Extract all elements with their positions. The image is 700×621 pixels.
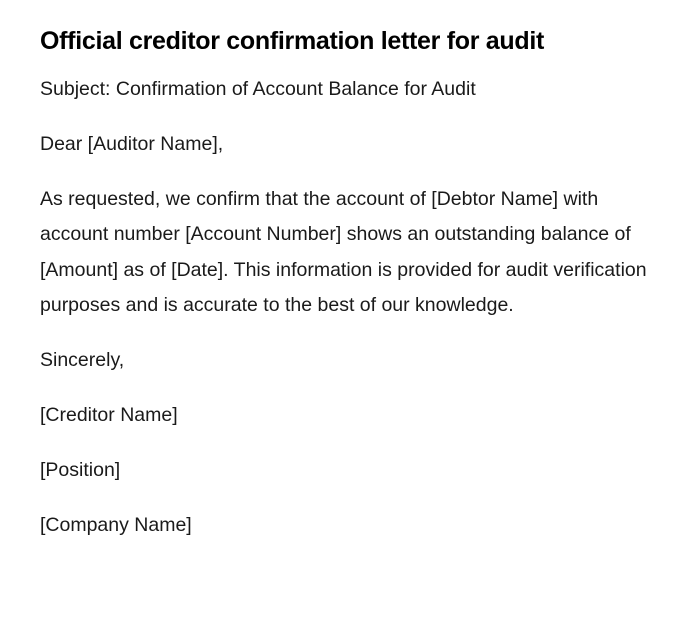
signature-company: [Company Name] xyxy=(40,513,192,536)
letter-document xyxy=(40,24,650,563)
signature-position: [Position] xyxy=(40,458,121,481)
closing: Sincerely, xyxy=(40,348,125,371)
letter-body: As requested, we confirm that the account of [Debtor Name] with account number [Account Number] shows an outstanding balance of [Amount] as of [Date]. This information is provided for audit verification purposes and is accurate to the best of our knowledge. xyxy=(40,187,647,316)
salutation: Dear [Auditor Name], xyxy=(40,132,224,155)
document-title: Official creditor confirmation letter for audit xyxy=(40,27,545,55)
signature-name: [Creditor Name] xyxy=(40,403,178,426)
subject-line: Subject: Confirmation of Account Balance for Audit xyxy=(40,78,476,100)
